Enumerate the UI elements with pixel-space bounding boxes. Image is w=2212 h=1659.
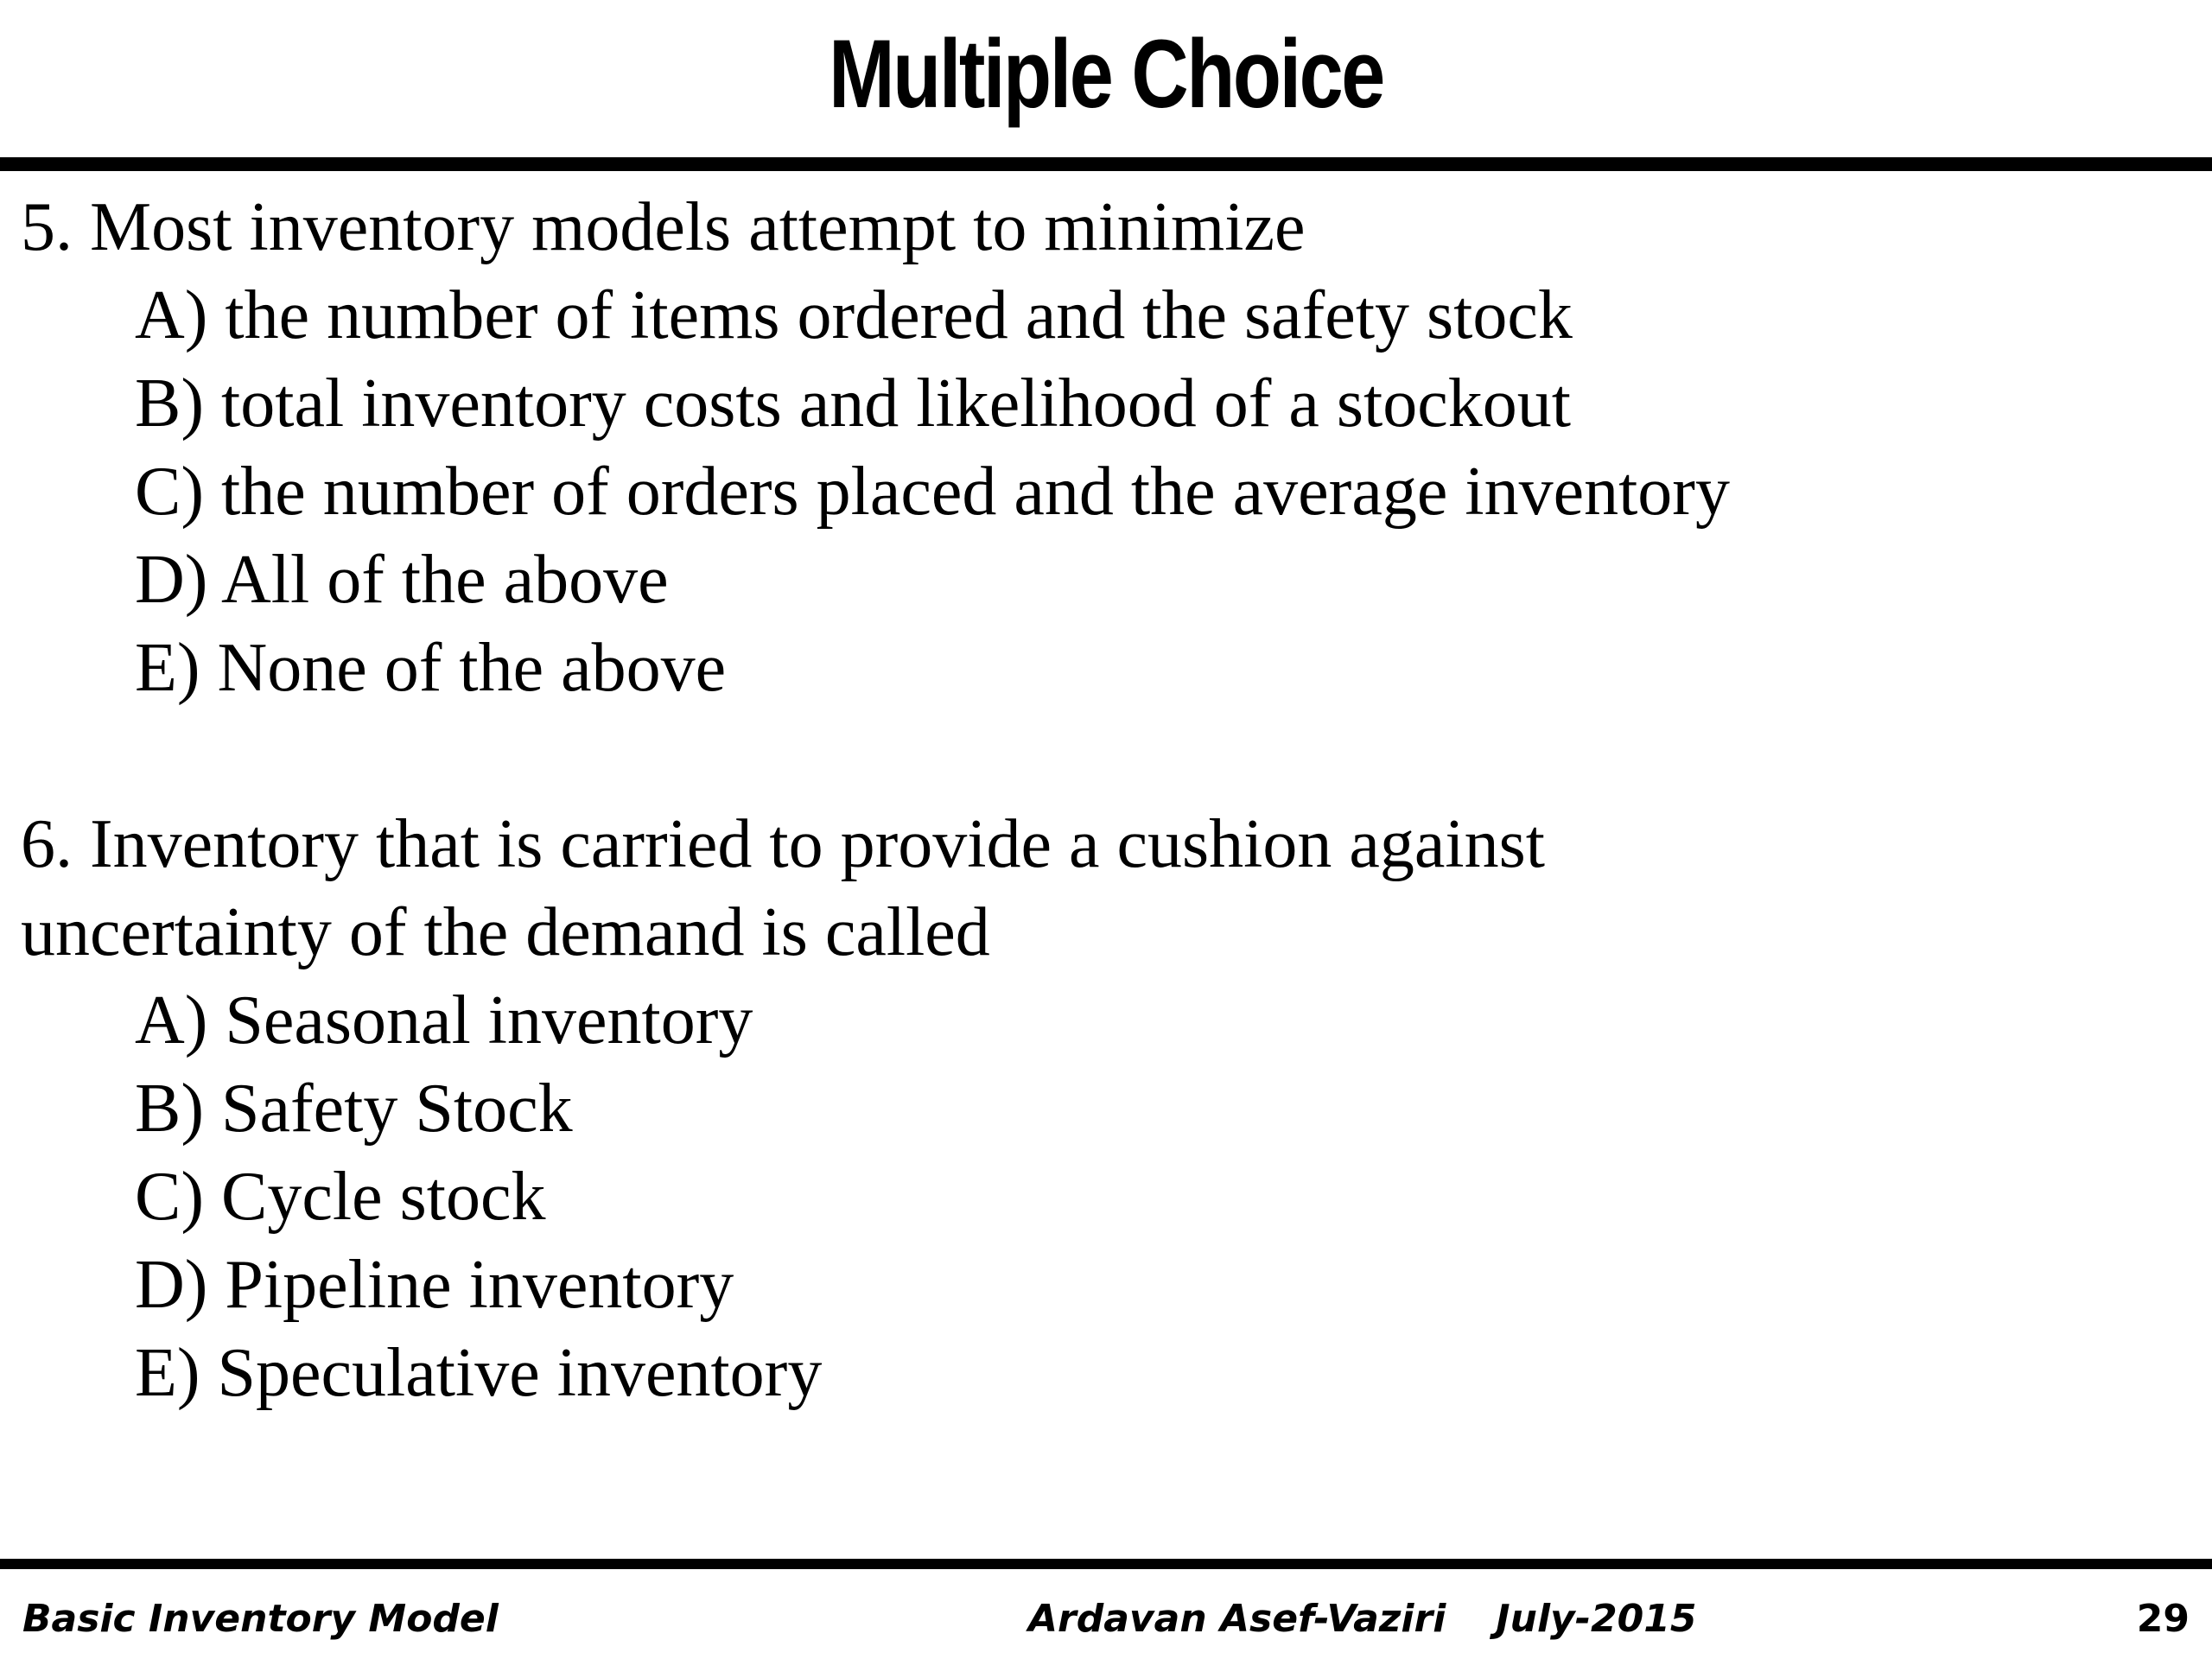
answer-option: C) Cycle stock: [135, 1159, 546, 1235]
question-spacer: [21, 712, 2181, 800]
footer-author: Ardavan Asef-Vaziri: [1028, 1597, 1446, 1641]
footer-divider: [0, 1559, 2212, 1569]
footer-credits: [1028, 1593, 1696, 1645]
answer-option: D) Pipeline inventory: [135, 1247, 734, 1323]
answer-option: B) Safety Stock: [135, 1071, 573, 1147]
answer-option: A) the number of items ordered and the safety stock: [135, 277, 1573, 353]
question-text: uncertainty of the demand is called: [21, 894, 990, 970]
question-text: 6. Inventory that is carried to provide a cushion against: [21, 806, 1545, 882]
answer-option: B) total inventory costs and likelihood of a stockout: [135, 365, 1571, 442]
question-6: [21, 800, 2181, 1417]
answer-option: D) All of the above: [135, 542, 669, 618]
footer-course-title: Basic Inventory Model: [22, 1597, 499, 1641]
answer-option: A) Seasonal inventory: [135, 982, 753, 1058]
slide-content: [21, 183, 2181, 1417]
question-text: 5. Most inventory models attempt to minimize: [21, 189, 1306, 265]
answer-option: E) Speculative inventory: [135, 1335, 823, 1411]
answer-option: E) None of the above: [135, 630, 727, 706]
page-number: 29: [2136, 1597, 2190, 1641]
header-divider: [0, 157, 2212, 171]
slide-title: Multiple Choice: [829, 20, 1383, 128]
question-5: [21, 183, 2181, 712]
answer-option: C) the number of orders placed and the average inventory: [135, 454, 1730, 530]
footer-date: July-2015: [1496, 1597, 1697, 1641]
